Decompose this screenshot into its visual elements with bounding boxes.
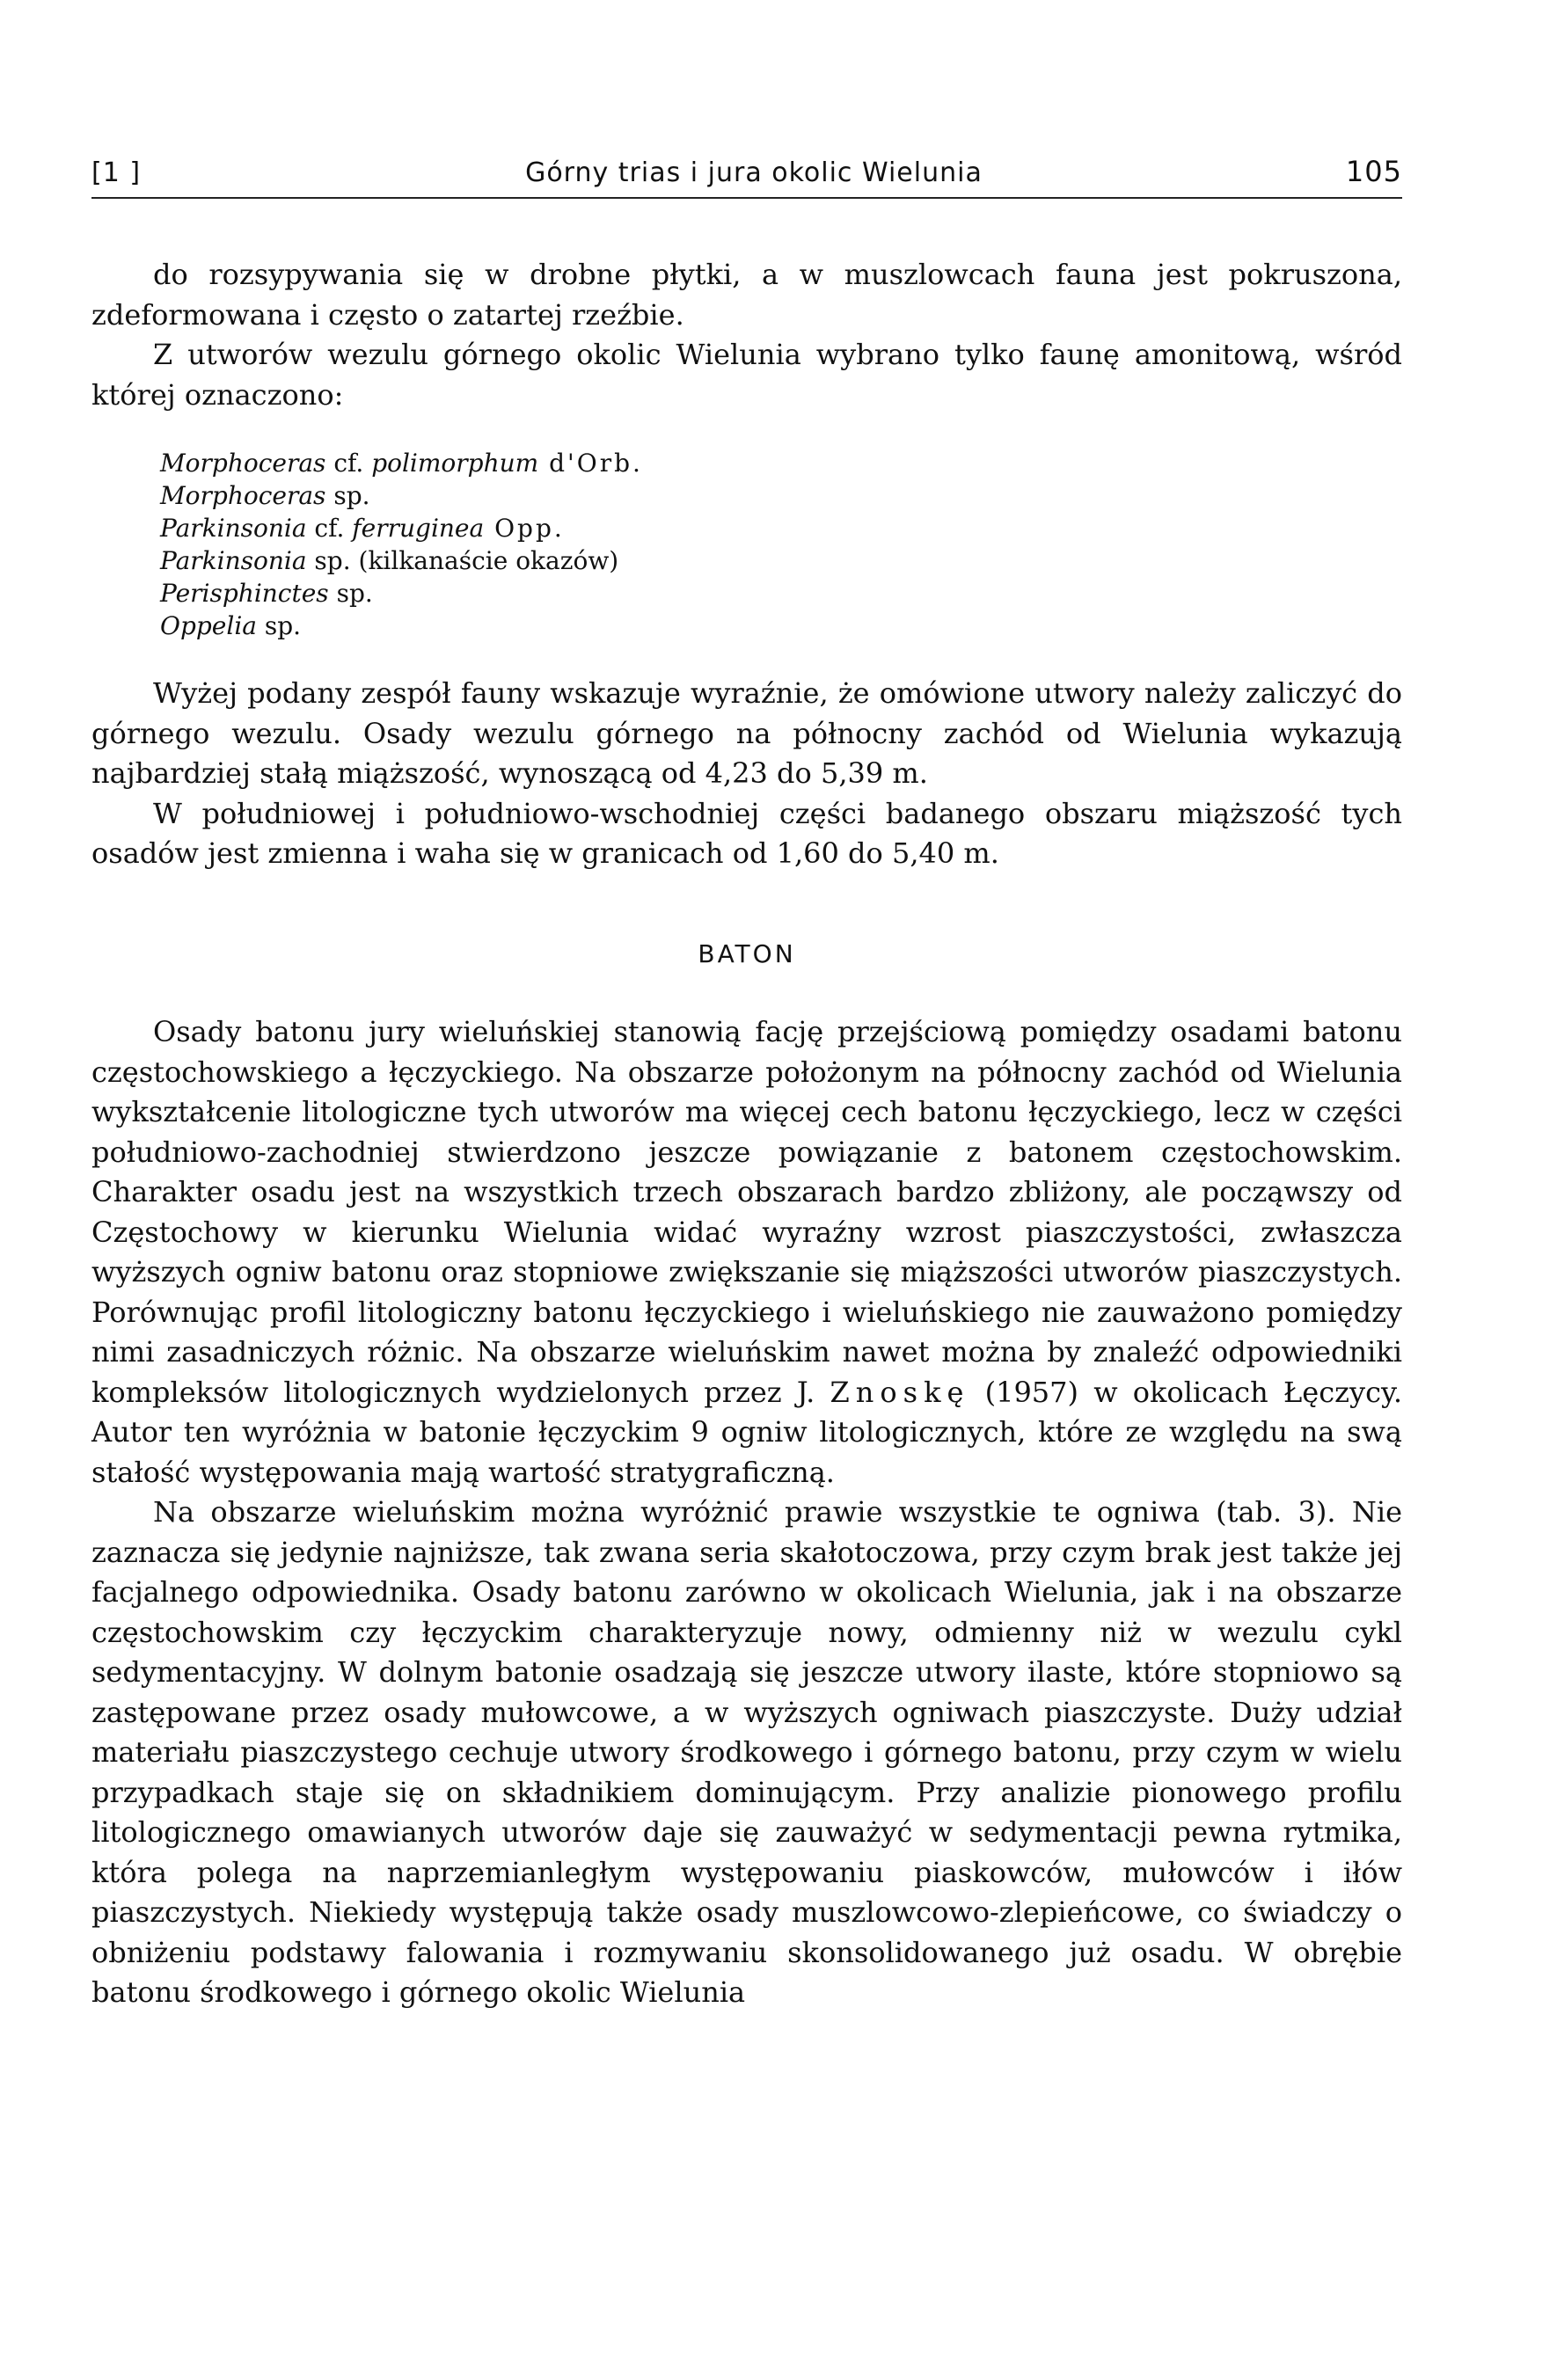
species-genus: Oppelia [160, 611, 257, 640]
paragraph: Z utworów wezulu górnego okolic Wielunia wybrano tylko faunę amonitową, wśród której oznaczono: [91, 338, 1402, 412]
section-heading: BATON [698, 938, 796, 968]
species-author: d'Orb. [538, 449, 643, 478]
paragraph: W południowej i południowo-wschodniej części badanego obszaru miąższość tych osadów jest zmienna i waha się w granicach od 1,60 do 5,40 m. [91, 796, 1402, 870]
species-note: (kilkanaście okazów) [350, 546, 619, 575]
species-author: Opp. [484, 514, 565, 543]
species-qualifier: cf. [325, 449, 372, 478]
species-genus: Perisphinctes [160, 579, 329, 608]
cited-author: Znoskę [830, 1375, 970, 1409]
paragraph-text: (1957) w okolicach Łęczycy. Autor ten wyróżnia w batonie łęczyckim 9 ogniw litologicznych, które ze względu na swą stałość występowania mają wartość stratygraficzną. [91, 1375, 1403, 1489]
species-item [160, 447, 1402, 479]
section-marker: [1 ] [91, 157, 142, 188]
species-genus: Morphoceras [160, 481, 326, 510]
species-epithet: ferruginea [352, 514, 485, 543]
species-item [160, 512, 1402, 544]
species-genus: Morphoceras [160, 449, 326, 478]
species-qualifier: sp. [328, 579, 373, 608]
species-item [160, 610, 1402, 642]
species-qualifier: sp. [256, 611, 302, 640]
species-list [160, 447, 1402, 642]
species-epithet: polimorphum [371, 449, 539, 478]
species-item [160, 479, 1402, 512]
body-text [91, 255, 1402, 2013]
page-number: 105 [1345, 155, 1402, 188]
species-qualifier: sp. [325, 481, 370, 510]
species-genus: Parkinsonia [160, 514, 307, 543]
paragraph: Wyżej podany zespół fauny wskazuje wyraźnie, że omówione utwory należy zaliczyć do górnego wezulu. Osady wezulu górnego na północny zachód od Wielunia wykazują najbardziej stałą miąższość, wynoszącą od 4,23 do 5,39 m. [91, 676, 1402, 790]
running-header [91, 155, 1402, 199]
paragraph [91, 1012, 1402, 1493]
species-genus: Parkinsonia [160, 546, 307, 575]
paragraph-text: Osady batonu jury wieluńskiej stanowią fację przejściową pomiędzy osadami batonu częstochowskiego a łęczyckiego. Na obszarze położonym na północny zachód od Wielunia wykształcenie litologiczne tych utworów ma więcej cech batonu łęczyckiego, lecz w części południowo-zachodniej stwierdzono jeszcze powiązanie z batonem częstochowskim. Charakter osadu jest na wszystkich trzech obszarach bardzo zbliżony, ale począwszy od Częstochowy w kierunku Wielunia widać wyraźny wzrost piaszczystości, zwłaszcza wyższych ogniw batonu oraz stopniowe zwiększanie się miąższości utworów piaszczystych. Porównując profil litologiczny batonu łęczyckiego i wieluńskiego nie zauważono pomiędzy nimi zasadniczych różnic. Na obszarze wieluńskim nawet można by znaleźć odpowiedniki kompleksów litologicznych wydzielonych przez J. [91, 1015, 1402, 1409]
paragraph: do rozsypywania się w drobne płytki, a w muszlowcach fauna jest pokruszona, zdeformowana i często o zatartej rzeźbie. [91, 258, 1402, 332]
species-item [160, 544, 1402, 577]
species-qualifier: sp. [306, 546, 351, 575]
species-qualifier: cf. [306, 514, 353, 543]
running-title: Górny trias i jura okolic Wielunia [525, 157, 983, 188]
paragraph: Na obszarze wieluńskim można wyróżnić prawie wszystkie te ogniwa (tab. 3). Nie zaznacza się jedynie najniższe, tak zwana seria skałotoczowa, przy czym brak jest także jej facjalnego odpowiednika. Osady batonu zarówno w okolicach Wielunia, jak i na obszarze częstochowskim czy łęczyckim charakteryzuje nowy, odmienny niż w wezulu cykl sedymentacyjny. W dolnym batonie osadzają się jeszcze utwory ilaste, które stopniowo są zastępowane przez osady mułowcowe, a w wyższych ogniwach piaszczyste. Duży udział materiału piaszczystego cechuje utwory środkowego i górnego batonu, przy czym w wielu przypadkach staje się on składnikiem dominującym. Przy analizie pionowego profilu litologicznego omawianych utworów daje się zauważyć w sedymentacji pewna rytmika, która polega na naprzemianległym występowaniu piaskowców, mułowców i iłów piaszczystych. Niekiedy występują także osady muszlowcowo-zlepieńcowe, co świadczy o obniżeniu podstawy falowania i rozmywaniu skonsolidowanego już osadu. W obrębie batonu środkowego i górnego okolic Wielunia [91, 1495, 1402, 2009]
species-item [160, 577, 1402, 610]
